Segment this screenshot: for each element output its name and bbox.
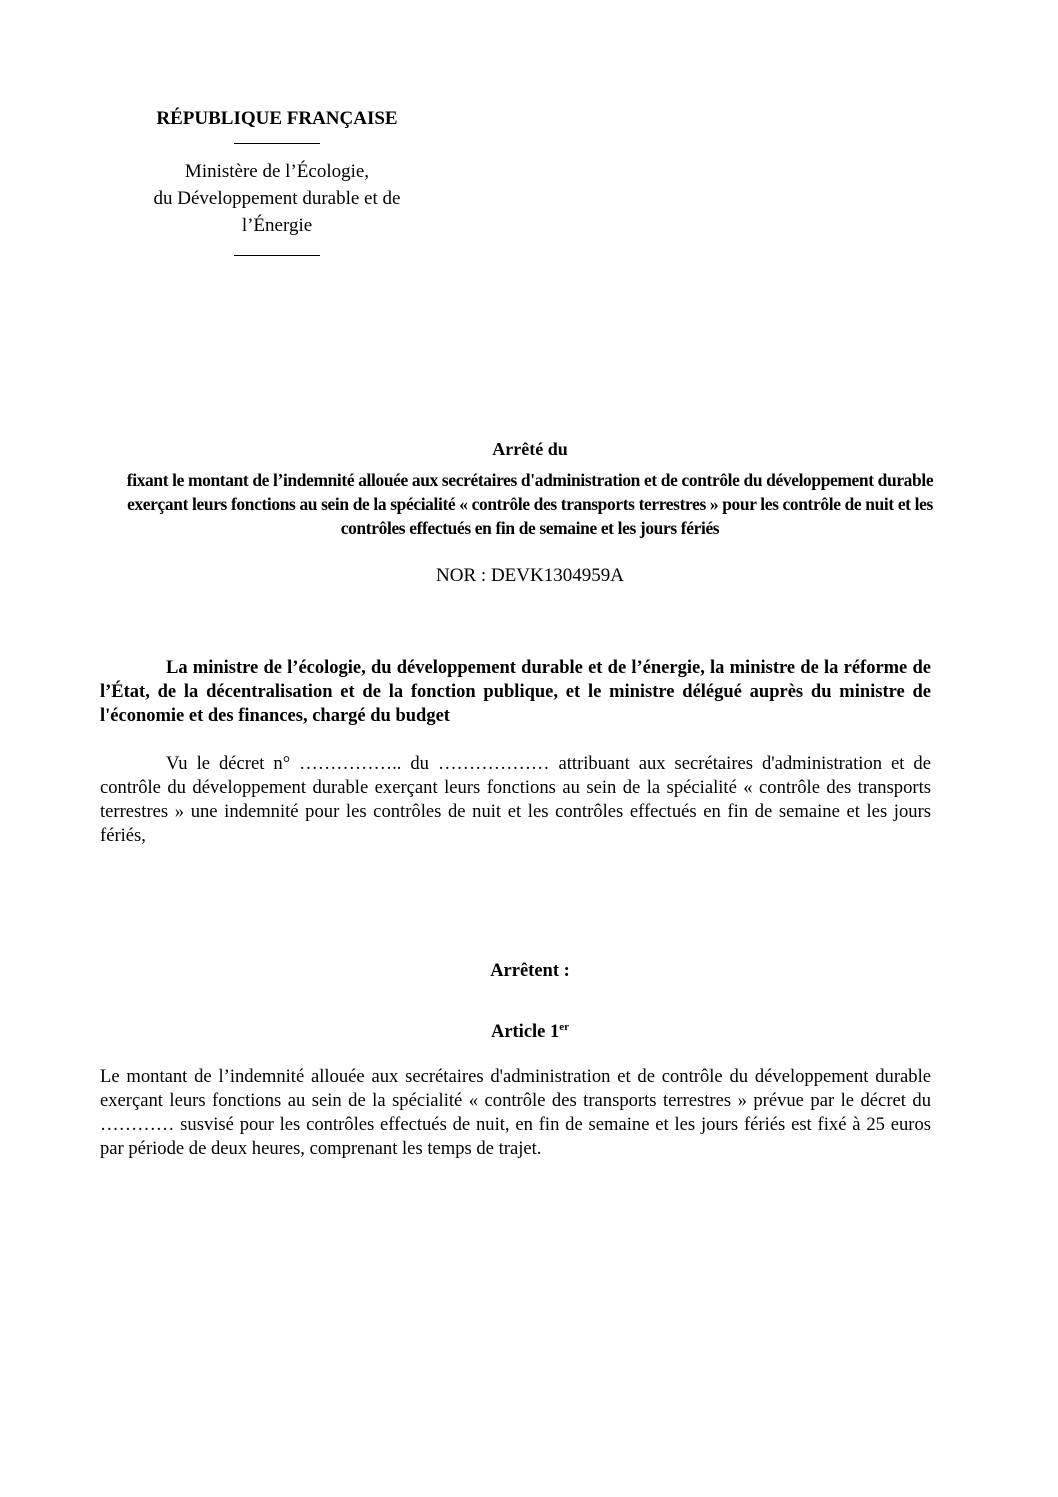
ministere-line-3: l’Énergie xyxy=(241,215,313,236)
vu-paragraph: Vu le décret n° …………….. du ……………… attribuant aux secrétaires d'administration et de contrôle du développement durable exerçant leurs fonctions au sein de la spécialité « contrôle des transports terrestres » une indemnité pour les contrôles de nuit et les contrôles effectués en fin de semaine et les jours fériés, xyxy=(100,753,931,846)
arrete-objet: fixant le montant de l’indemnité allouée aux secrétaires d'administration et de contrôle du développement durable exerçant leurs fonctions au sein de la spécialité « contrôle des transports terrestres » pour les contrôle de nuit et les contrôles effectués en fin de semaine et les jours fériés xyxy=(126,470,934,538)
ministere-line-1: Ministère de l’Écologie, xyxy=(184,161,370,182)
article-superscript: er xyxy=(559,1021,570,1033)
ministere-name xyxy=(120,158,434,239)
arretent-heading: Arrêtent : xyxy=(490,961,570,981)
ministres-paragraph: La ministre de l’écologie, du développement durable et de l’énergie, la ministre de la réforme de l’État, de la décentralisation et de la fonction publique, et le ministre délégué auprès du ministre de l'économie et des finances, chargé du budget xyxy=(100,658,931,726)
republique-heading: RÉPUBLIQUE FRANÇAISE xyxy=(156,108,398,129)
arrete-title: Arrêté du xyxy=(492,439,568,459)
ministere-line-2: du Développement durable et de xyxy=(153,188,401,209)
article-body: Le montant de l’indemnité allouée aux secrétaires d'administration et de contrôle du développement durable exerçant leurs fonctions au sein de la spécialité « contrôle des transports terrestres » prévue par le décret du ………… susvisé pour les contrôles effectués de nuit, en fin de semaine et les jours fériés est fixé à 25 euros par période de deux heures, comprenant les temps de trajet. xyxy=(100,1066,931,1159)
article-label: Article 1 xyxy=(490,1022,560,1042)
title-block xyxy=(100,437,960,588)
article-heading xyxy=(100,1020,960,1044)
nor-reference: NOR : DEVK1304959A xyxy=(436,565,624,586)
header-block xyxy=(120,106,434,256)
header-divider-top xyxy=(234,143,320,144)
header-divider-bottom xyxy=(234,255,320,256)
